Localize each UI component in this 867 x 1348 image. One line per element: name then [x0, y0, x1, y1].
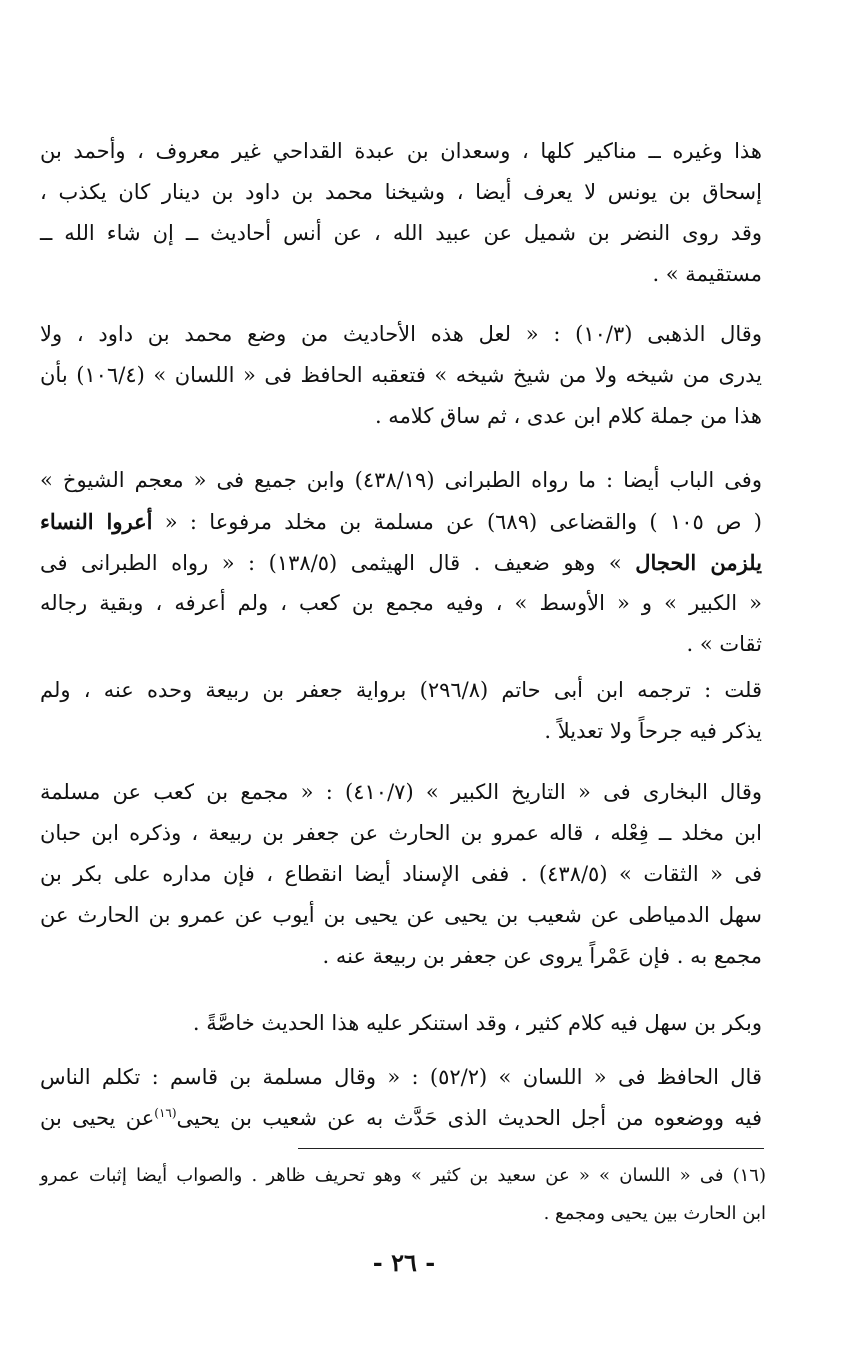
- footnote: [40, 1157, 766, 1233]
- text-segment: » وهو ضعيف . قال الهيثمى (١٣٨/٥) : « رواه الطبرانى فى: [40, 551, 622, 575]
- paragraph-6: [40, 1003, 762, 1044]
- text-line: يذكر فيه جرحاً ولا تعديلاً .: [544, 719, 762, 743]
- text-line: [40, 542, 762, 583]
- text-line: فى « الثقات » (٤٣٨/٥) . ففى الإسناد أيضا انقطاع ، فإن مداره على بكر بن: [40, 862, 762, 886]
- text-line: [40, 501, 762, 542]
- text-segment: ( ص ١٠٥ ) والقضاعى (٦٨٩) عن مسلمة بن مخلد مرفوعا : «: [164, 510, 762, 534]
- text-line: سهل الدمياطى عن شعيب بن يحيى عن يحيى بن أيوب عن عمرو بن الحارث عن: [40, 903, 762, 927]
- paragraph-4: [40, 670, 762, 752]
- text-line: قلت : ترجمه ابن أبى حاتم (٢٩٦/٨) برواية جعفر بن ربيعة وحده عنه ، ولم: [40, 678, 763, 702]
- text-line: وقال البخارى فى « التاريخ الكبير » (٤١٠/٧) : « مجمع بن كعب عن مسلمة: [40, 780, 762, 804]
- text-line: وقد روى النضر بن شميل عن عبيد الله ، عن أنس أحاديث ــ إن شاء الله ــ: [40, 221, 762, 245]
- paragraph-2: [40, 314, 762, 437]
- footnote-separator: [298, 1148, 764, 1149]
- text-line: وفى الباب أيضا : ما رواه الطبرانى (٤٣٨/١٩) وابن جميع فى « معجم الشيوخ »: [40, 468, 762, 492]
- text-line: وقال الذهبى (١٠/٣) : « لعل هذه الأحاديث من وضع محمد بن داود ، ولا: [40, 322, 762, 346]
- footnote-line: ابن الحارث بين يحيى ومجمع .: [543, 1203, 766, 1224]
- text-segment: عن يحيى بن: [40, 1106, 155, 1130]
- paragraph-3: [40, 460, 762, 665]
- text-line: قال الحافظ فى « اللسان » (٥٢/٢) : « وقال مسلمة بن قاسم : تكلم الناس: [40, 1065, 762, 1089]
- paragraph-1: [40, 131, 762, 295]
- text-line: ثقات » .: [686, 632, 762, 656]
- text-line: وبكر بن سهل فيه كلام كثير ، وقد استنكر عليه هذا الحديث خاصَّةً .: [192, 1011, 762, 1035]
- text-line: هذا من جملة كلام ابن عدى ، ثم ساق كلامه .: [374, 404, 762, 428]
- text-line: [40, 1098, 762, 1139]
- text-line: ابن مخلد ــ فِعْله ، قاله عمرو بن الحارث عن جعفر بن ربيعة ، وذكره ابن حبان: [40, 821, 762, 845]
- text-line: هذا وغيره ــ مناكير كلها ، وسعدان بن عبدة القداحي غير معروف ، وأحمد بن: [40, 139, 762, 163]
- paragraph-7: [40, 1057, 762, 1139]
- paragraph-5: [40, 772, 762, 977]
- text-line: إسحاق بن يونس لا يعرف أيضا ، وشيخنا محمد بن داود بن دينار كان يكذب ،: [40, 180, 762, 204]
- page-number: - ٢٦ -: [372, 1248, 436, 1277]
- text-segment: فيه ووضعوه من أجل الحديث الذى حَدَّث به عن شعيب بن يحيى: [176, 1106, 762, 1130]
- footnote-line: (١٦) فى « اللسان » « عن سعيد بن كثير » وهو تحريف ظاهر . والصواب أيضا إثبات عمرو: [40, 1165, 766, 1186]
- footnote-marker: (١٦): [154, 1106, 177, 1120]
- text-line: مستقيمة » .: [652, 262, 762, 286]
- text-line: « الكبير » و « الأوسط » ، وفيه مجمع بن كعب ، ولم أعرفه ، وبقية رجاله: [40, 591, 762, 615]
- text-line: مجمع به . فإن عَمْراً يروى عن جعفر بن ربيعة عنه .: [322, 944, 762, 968]
- text-line: يدرى من شيخه ولا من شيخ شيخه » فتعقبه الحافظ فى « اللسان » (١٠٦/٤) بأن: [40, 363, 762, 387]
- hadith-text-bold: يلزمن الحجال: [635, 550, 762, 575]
- hadith-text-bold: أعروا النساء: [40, 509, 153, 534]
